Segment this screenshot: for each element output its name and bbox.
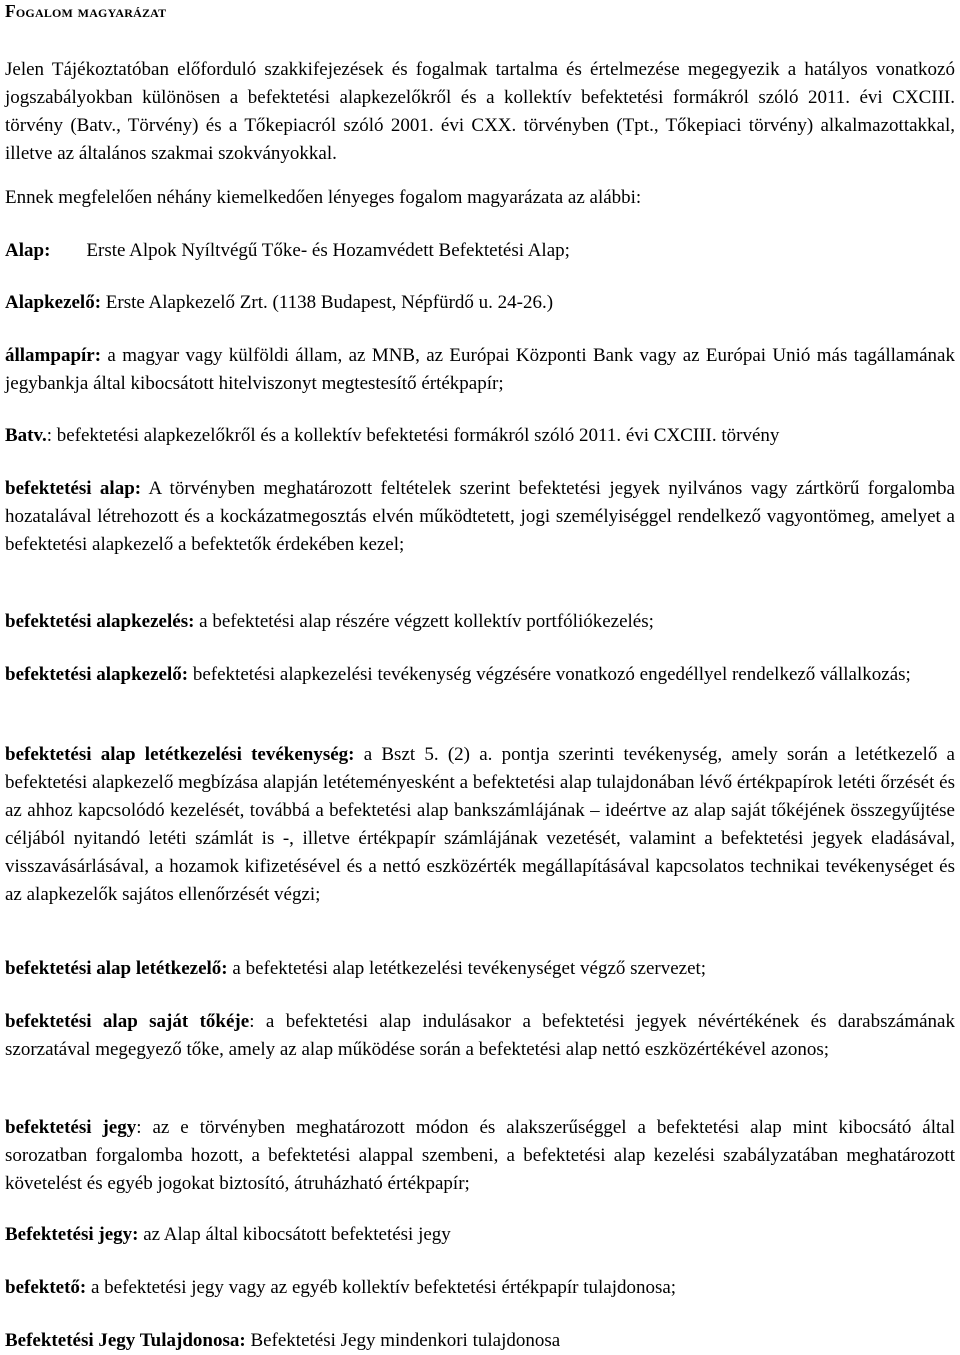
- lead-sentence: Ennek megfelelően néhány kiemelkedően lényeges fogalom magyarázata az alábbi:: [5, 187, 642, 208]
- definition-text: a befektetési alap részére végzett kollektív portfóliókezelés;: [194, 611, 654, 632]
- definition-text: befektetési alapkezelési tevékenység végzésére vonatkozó engedéllyel rendelkező vállalkozás;: [188, 664, 911, 685]
- definition-alap: [5, 237, 955, 265]
- definition-letetkezelesi-tevekenyseg: [5, 741, 955, 909]
- definition-sajat-toke: [5, 1008, 955, 1064]
- definition-term: Alapkezelő:: [5, 292, 102, 313]
- definition-text: a magyar vagy külföldi állam, az MNB, az Európai Központi Bank vagy az Európai Unió más tagállamának jegybankja által kibocsátott hitelviszonyt megtestesítő értékpapír;: [5, 345, 955, 394]
- definition-text: Erste Alpok Nyíltvégű Tőke- és Hozamvédett Befektetési Alap;: [86, 240, 570, 261]
- definition-text: Erste Alapkezelő Zrt. (1138 Budapest, Népfürdő u. 24-26.): [101, 292, 554, 313]
- page-title: Fogalom magyarázat: [5, 1, 167, 21]
- definition-befektetesi-alap: [5, 475, 955, 559]
- definition-text: a befektetési jegy vagy az egyéb kollektív befektetési értékpapír tulajdonosa;: [86, 1277, 677, 1298]
- definition-term: befektetési alap letétkezelési tevékenység:: [5, 744, 355, 765]
- definition-term: Alap:: [5, 240, 51, 261]
- definition-befektetesi-jegy-alap: [5, 1221, 955, 1249]
- definition-text: a befektetési alap letétkezelési tevékenységet végző szervezet;: [227, 958, 707, 979]
- definition-term: befektetési jegy: [5, 1117, 137, 1138]
- definition-allampapir: [5, 342, 955, 398]
- definition-jegy-tulajdonosa: [5, 1327, 955, 1355]
- intro-paragraph: Jelen Tájékoztatóban előforduló szakkifejezések és fogalmak tartalma és értelmezése megegyezik a hatályos vonatkozó jogszabályokban különösen a befektetési alapkezelőkről és a kollektív befektetési formákról szóló 2011. évi CXCIII. törvény (Batv., Törvény) és a Tőkepiacról szóló 2001. évi CXX. törvényben (Tpt., Tőkepiaci törvény) alkalmazottakkal, illetve az általános szakmai szokványokkal.: [5, 59, 955, 164]
- definition-batv: [5, 422, 955, 450]
- definition-text: Befektetési Jegy mindenkori tulajdonosa: [245, 1330, 561, 1351]
- definition-term: Batv.: [5, 425, 47, 446]
- definition-term: befektető:: [5, 1277, 87, 1298]
- definition-term: befektetési alapkezelés:: [5, 611, 195, 632]
- definition-text: az Alap által kibocsátott befektetési jegy: [138, 1224, 451, 1245]
- definition-text: : az e törvényben meghatározott módon és alakszerűséggel a befektetési alap mint kibocsátó által sorozatban forgalomba hozott, a befektetési alappal szembeni, a befektetési alap kezelési szabályzatában meghatározott követelést és egyéb jogokat biztosító, átruházható értékpapír;: [5, 1117, 956, 1194]
- definition-befekteto: [5, 1274, 955, 1302]
- definition-letetkezelo: [5, 955, 955, 983]
- definition-term: befektetési alap:: [5, 478, 142, 499]
- definition-term: Befektetési jegy:: [5, 1224, 139, 1245]
- definition-term: befektetési alapkezelő:: [5, 664, 189, 685]
- definition-term: Befektetési Jegy Tulajdonosa:: [5, 1330, 246, 1351]
- definition-text: a Bszt 5. (2) a. pontja szerinti tevékenység, amely során a letétkezelő a befektetési alapkezelő megbízása alapján letéteményesként a befektetési alap tulajdonában lévő értékpapírok letéti őrzését és az ahhoz kapcsolódó kezelését, továbbá a befektetési alap bankszámlájának – ideértve az alap saját tőkéjének összegyűjtése céljából nyitandó letéti számlát is -, illetve értékpapír számlájának vezetését, valamint a befektetési jegyek eladásával, visszavásárlásával, a hozamok kifizetésével és a nettó eszközérték megállapításával kapcsolatos technikai tevékenységet és az alapkezelők sajátos ellenőrzését végzi;: [5, 744, 955, 905]
- definition-befektetesi-jegy: [5, 1114, 955, 1198]
- definition-text: A törvényben meghatározott feltételek szerint befektetési jegyek nyilvános vagy zártkörű forgalomba hozatalával létrehozott és a kockázatmegosztás elvén működtetett, jogi személyiséggel rendelkező vagyontömeg, amelyet a befektetési alapkezelő a befektetők érdekében kezel;: [5, 478, 955, 555]
- definition-text: : a befektetési alap indulásakor a befektetési jegyek névértékének és darabszámának szorzatával megegyező tőke, amely az alap működése során a befektetési alap nettó eszközértékével azonos;: [5, 1011, 955, 1060]
- definition-term: befektetési alap saját tőkéje: [5, 1011, 250, 1032]
- definition-term: befektetési alap letétkezelő:: [5, 958, 228, 979]
- definition-befektetesi-alapkezelo: [5, 661, 955, 689]
- definition-befektetesi-alapkezeles: [5, 608, 955, 636]
- definition-alapkezelo: [5, 289, 955, 317]
- definition-text: : befektetési alapkezelőkről és a kollektív befektetési formákról szóló 2011. évi CXCIII. törvény: [46, 425, 780, 446]
- definition-term: állampapír:: [5, 345, 102, 366]
